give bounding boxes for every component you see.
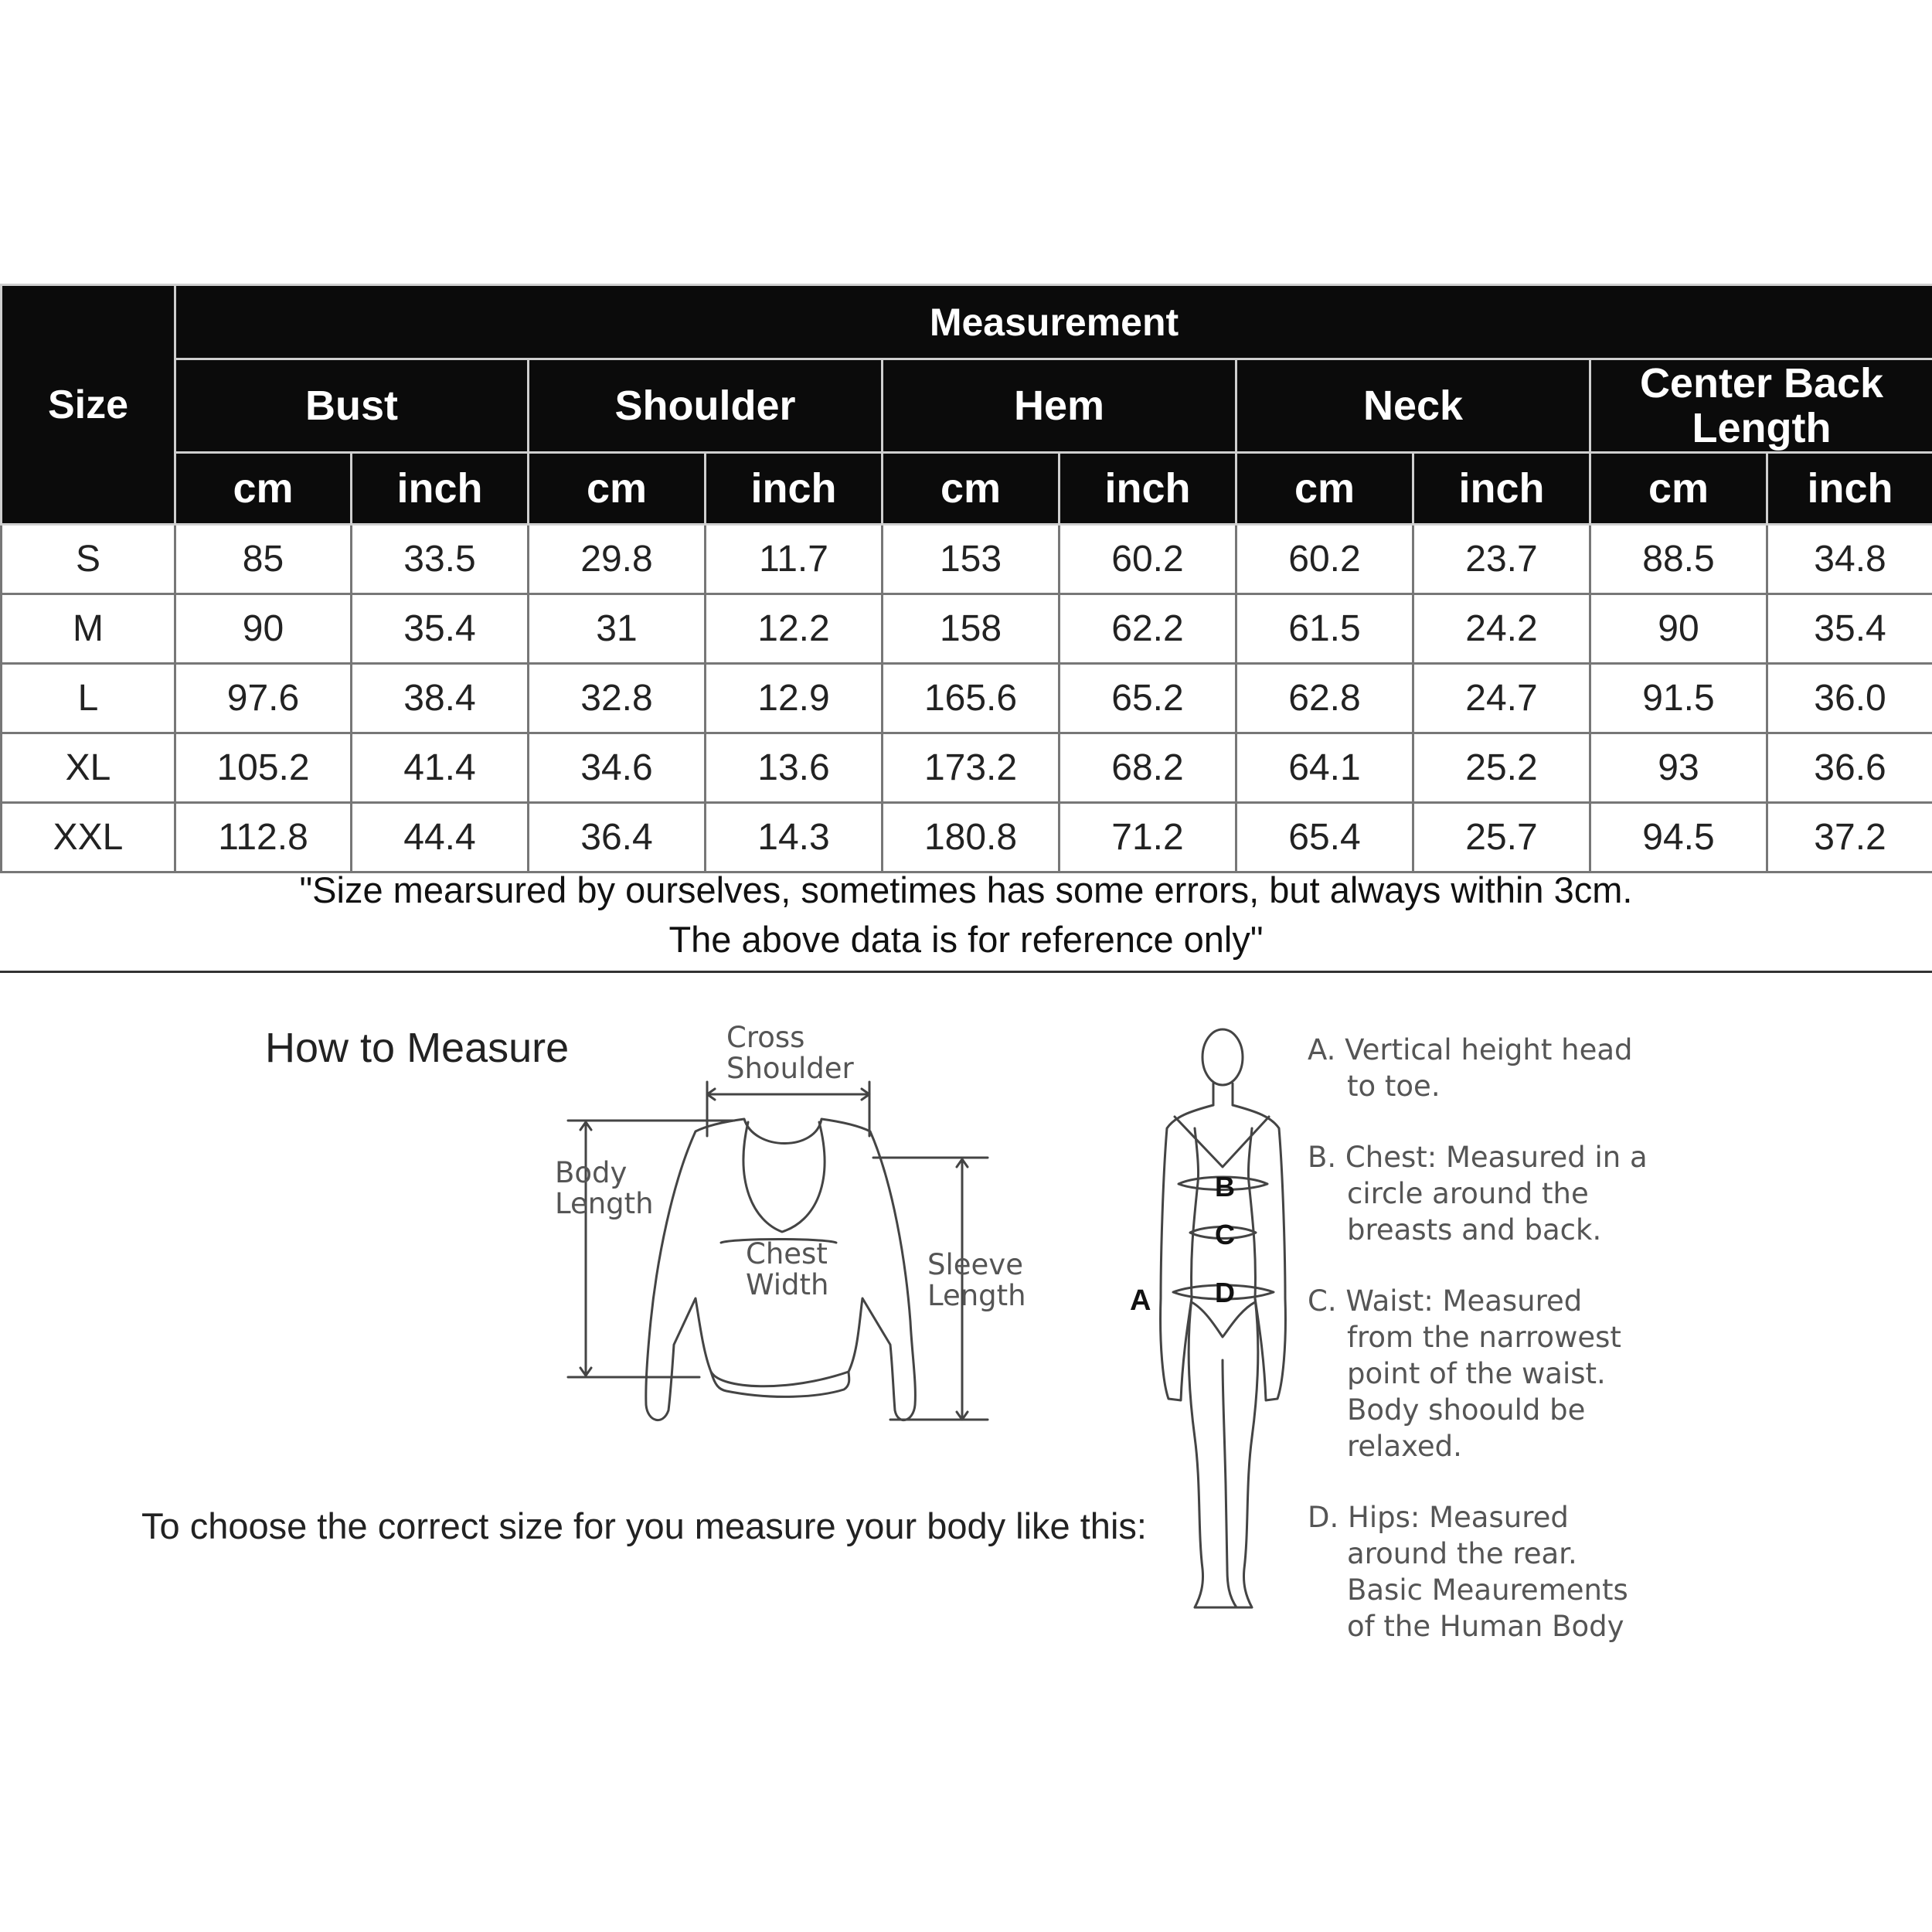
value-cell: 38.4 <box>352 664 529 733</box>
measure-note-line: breasts and back. <box>1347 1213 1602 1247</box>
measurement-header: Measurement <box>175 285 1932 359</box>
value-cell: 31 <box>529 594 706 664</box>
value-cell: 158 <box>883 594 1060 664</box>
size-cell: XL <box>2 733 175 803</box>
value-cell: 112.8 <box>175 803 352 872</box>
measure-note-line: from the narrowest <box>1347 1321 1621 1354</box>
measure-note <box>1308 1032 1648 1104</box>
size-cell: S <box>2 525 175 594</box>
value-cell: 71.2 <box>1060 803 1236 872</box>
value-cell: 97.6 <box>175 664 352 733</box>
value-cell: 85 <box>175 525 352 594</box>
size-chart-table <box>0 284 1932 873</box>
value-cell: 62.8 <box>1236 664 1413 733</box>
body-neck <box>1213 1083 1233 1105</box>
value-cell: 88.5 <box>1590 525 1767 594</box>
marker-b: B <box>1215 1171 1235 1202</box>
choose-size-instruction: To choose the correct size for you measure your body like this: <box>141 1505 1147 1546</box>
body-figure-diagram <box>1121 1020 1306 1623</box>
unit-header: cm <box>1236 453 1413 525</box>
value-cell: 12.9 <box>706 664 883 733</box>
table-row <box>2 525 1932 594</box>
marker-d: D <box>1215 1277 1235 1308</box>
group-header: Neck <box>1236 359 1590 453</box>
sleeve-length-label: Sleeve Length <box>927 1248 1026 1312</box>
unit-header: cm <box>175 453 352 525</box>
measure-note-line: circle around the <box>1347 1177 1589 1210</box>
value-cell: 36.0 <box>1767 664 1932 733</box>
disclaimer-line-2: The above data is for reference only" <box>668 919 1264 960</box>
value-cell: 24.7 <box>1413 664 1590 733</box>
value-cell: 60.2 <box>1060 525 1236 594</box>
value-cell: 11.7 <box>706 525 883 594</box>
unit-header: cm <box>1590 453 1767 525</box>
body-length-label: Body Length <box>555 1156 654 1220</box>
measure-note <box>1308 1139 1648 1248</box>
value-cell: 25.7 <box>1413 803 1590 872</box>
group-header: Center Back Length <box>1590 359 1932 453</box>
how-to-measure-title: How to Measure <box>265 1025 570 1071</box>
chest-width-label: Chest Width <box>746 1237 829 1301</box>
value-cell: 65.2 <box>1060 664 1236 733</box>
cross-shoulder-label: Cross Shoulder <box>726 1021 854 1085</box>
value-cell: 35.4 <box>352 594 529 664</box>
measure-note <box>1308 1499 1648 1645</box>
measure-note-line: B. Chest: Measured in a <box>1308 1141 1648 1174</box>
measure-notes-list <box>1308 1032 1648 1679</box>
value-cell: 44.4 <box>352 803 529 872</box>
value-cell: 65.4 <box>1236 803 1413 872</box>
value-cell: 36.6 <box>1767 733 1932 803</box>
value-cell: 68.2 <box>1060 733 1236 803</box>
unit-header: inch <box>1413 453 1590 525</box>
value-cell: 36.4 <box>529 803 706 872</box>
size-cell: XXL <box>2 803 175 872</box>
value-cell: 93 <box>1590 733 1767 803</box>
table-row <box>2 594 1932 664</box>
value-cell: 165.6 <box>883 664 1060 733</box>
group-header: Bust <box>175 359 529 453</box>
unit-header: inch <box>352 453 529 525</box>
value-cell: 33.5 <box>352 525 529 594</box>
value-cell: 62.2 <box>1060 594 1236 664</box>
disclaimer-line-1: "Size mearsured by ourselves, sometimes has some errors, but always within 3cm. <box>299 869 1633 910</box>
value-cell: 173.2 <box>883 733 1060 803</box>
measure-note-line: to toe. <box>1347 1070 1440 1103</box>
measure-note-line: Body shoould be <box>1347 1393 1586 1427</box>
value-cell: 14.3 <box>706 803 883 872</box>
size-cell: L <box>2 664 175 733</box>
value-cell: 25.2 <box>1413 733 1590 803</box>
measure-note-line: D. Hips: Measured <box>1308 1501 1569 1534</box>
value-cell: 13.6 <box>706 733 883 803</box>
value-cell: 61.5 <box>1236 594 1413 664</box>
measure-note-line: point of the waist. <box>1347 1357 1606 1390</box>
value-cell: 37.2 <box>1767 803 1932 872</box>
measure-note <box>1308 1283 1648 1464</box>
size-cell: M <box>2 594 175 664</box>
measure-note-line: relaxed. <box>1347 1430 1462 1463</box>
value-cell: 90 <box>1590 594 1767 664</box>
unit-header: inch <box>1767 453 1932 525</box>
measure-note-line: of the Human Body <box>1347 1610 1624 1643</box>
value-cell: 29.8 <box>529 525 706 594</box>
body-torso <box>1161 1105 1286 1400</box>
value-cell: 90 <box>175 594 352 664</box>
value-cell: 24.2 <box>1413 594 1590 664</box>
measure-note-line: around the rear. <box>1347 1537 1577 1570</box>
value-cell: 41.4 <box>352 733 529 803</box>
value-cell: 34.6 <box>529 733 706 803</box>
table-row <box>2 664 1932 733</box>
garment-neckline <box>743 1122 825 1232</box>
body-waist-line <box>1192 1128 1256 1298</box>
value-cell: 91.5 <box>1590 664 1767 733</box>
table-row <box>2 803 1932 872</box>
measure-note-line: C. Waist: Measured <box>1308 1284 1583 1318</box>
table-row <box>2 733 1932 803</box>
marker-a: A <box>1130 1284 1151 1317</box>
value-cell: 32.8 <box>529 664 706 733</box>
size-header: Size <box>2 285 175 525</box>
value-cell: 94.5 <box>1590 803 1767 872</box>
unit-header: cm <box>883 453 1060 525</box>
unit-header: cm <box>529 453 706 525</box>
body-bikini-top <box>1175 1117 1269 1167</box>
value-cell: 60.2 <box>1236 525 1413 594</box>
value-cell: 23.7 <box>1413 525 1590 594</box>
unit-header: inch <box>706 453 883 525</box>
body-head <box>1202 1029 1243 1085</box>
value-cell: 35.4 <box>1767 594 1932 664</box>
disclaimer-note <box>0 866 1932 973</box>
body-legs <box>1189 1298 1258 1607</box>
measure-note-line: A. Vertical height head <box>1308 1033 1633 1066</box>
value-cell: 12.2 <box>706 594 883 664</box>
cross-shoulder-arrow <box>707 1082 869 1136</box>
value-cell: 64.1 <box>1236 733 1413 803</box>
value-cell: 105.2 <box>175 733 352 803</box>
value-cell: 34.8 <box>1767 525 1932 594</box>
group-header: Shoulder <box>529 359 883 453</box>
group-header: Hem <box>883 359 1236 453</box>
value-cell: 180.8 <box>883 803 1060 872</box>
unit-header: inch <box>1060 453 1236 525</box>
marker-c: C <box>1215 1219 1235 1250</box>
measure-note-line: Basic Meaurements <box>1347 1573 1628 1607</box>
value-cell: 153 <box>883 525 1060 594</box>
